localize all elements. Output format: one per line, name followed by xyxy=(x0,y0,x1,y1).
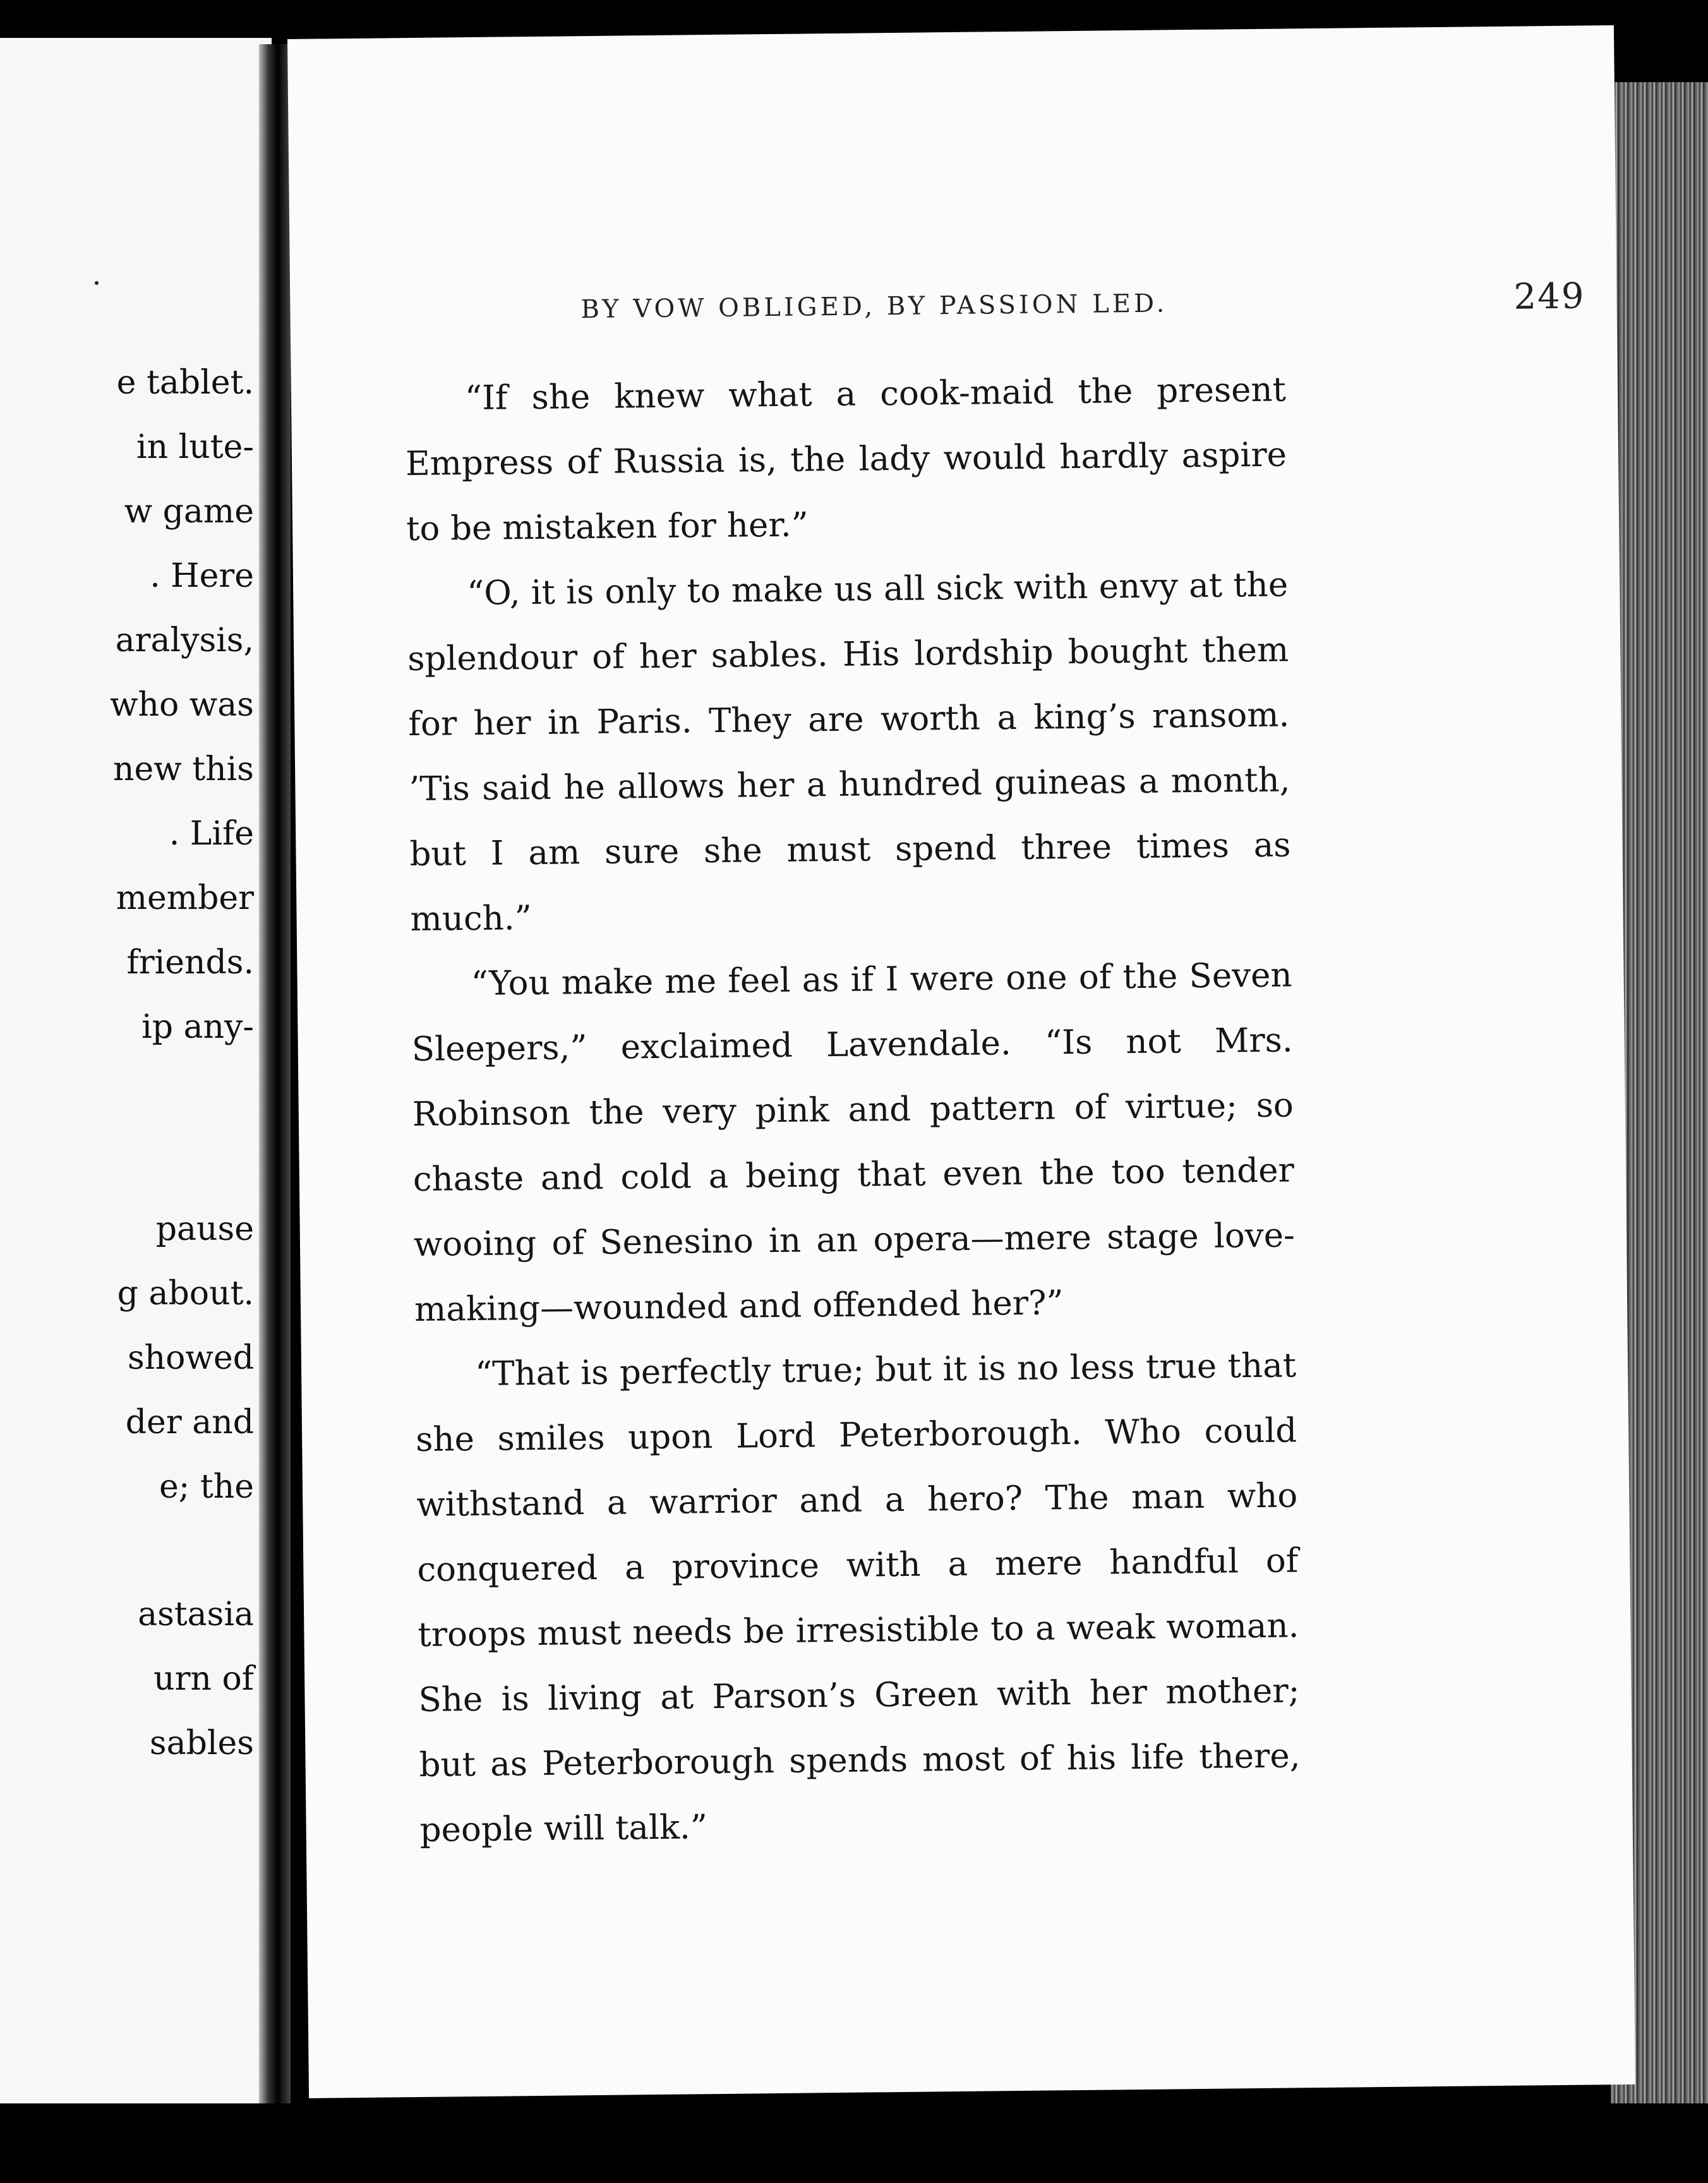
facing-line: pause xyxy=(155,1210,254,1248)
ink-speck xyxy=(95,281,99,285)
facing-line: e; the xyxy=(159,1468,254,1506)
paragraph: “If she knew what a cook-maid the present Empress of Russia is, the lady would hardly aspire to be mistaken for her.” xyxy=(405,370,1287,549)
facing-line: g about. xyxy=(117,1275,254,1313)
facing-line: in lute- xyxy=(136,428,254,466)
facing-line: astasia xyxy=(138,1596,254,1633)
running-head xyxy=(580,275,1585,325)
facing-line: ip any- xyxy=(141,1008,254,1046)
page-number: 249 xyxy=(1513,275,1585,318)
facing-page xyxy=(0,38,272,2103)
book-gutter xyxy=(259,44,291,2103)
facing-line: sables xyxy=(149,1724,254,1762)
paragraph: “O, it is only to make us all sick with envy at the splendour of her sables. His lordship bought them for her in Paris. They are worth a king’s ransom. ’Tis said he allows her a hundred guineas a month, but I am sure she must spend three times as much.” xyxy=(407,565,1291,939)
facing-line: member xyxy=(116,879,254,917)
facing-line: urn of xyxy=(153,1660,254,1698)
running-title: BY VOW OBLIGED, BY PASSION LED. xyxy=(580,289,1168,325)
facing-line: e tablet. xyxy=(116,364,254,402)
facing-line: showed xyxy=(127,1339,254,1377)
facing-line: w game xyxy=(124,493,254,531)
facing-line: who was xyxy=(109,686,254,724)
facing-line: new this xyxy=(112,750,254,788)
paragraph: “That is perfectly true; but it is no less true that she smiles upon Lord Peterborough. Who could withstand a warrior and a hero? The man who conquered a province with a mere handful of troops must needs be irresistible to a weak woman. She is living at Parson’s Green with her mother; but as Peterborough spends most of his life there, people will talk.” xyxy=(415,1346,1301,1849)
facing-line: aralysis, xyxy=(115,622,254,659)
facing-line: der and xyxy=(125,1404,254,1441)
body-text xyxy=(404,357,1301,1862)
paragraph: “You make me feel as if I were one of the Seven Sleepers,” exclaimed Lavendale. “Is not Mrs. Robinson the very pink and pattern of virtue; so chaste and cold a being that even the too tender wooing of Senesino in an opera—mere stage love-making—wounded and offended her?” xyxy=(411,956,1296,1330)
facing-line: friends. xyxy=(126,944,254,982)
facing-line: . Here xyxy=(150,557,254,595)
facing-line: . Life xyxy=(169,815,254,853)
book-page xyxy=(287,25,1635,2098)
